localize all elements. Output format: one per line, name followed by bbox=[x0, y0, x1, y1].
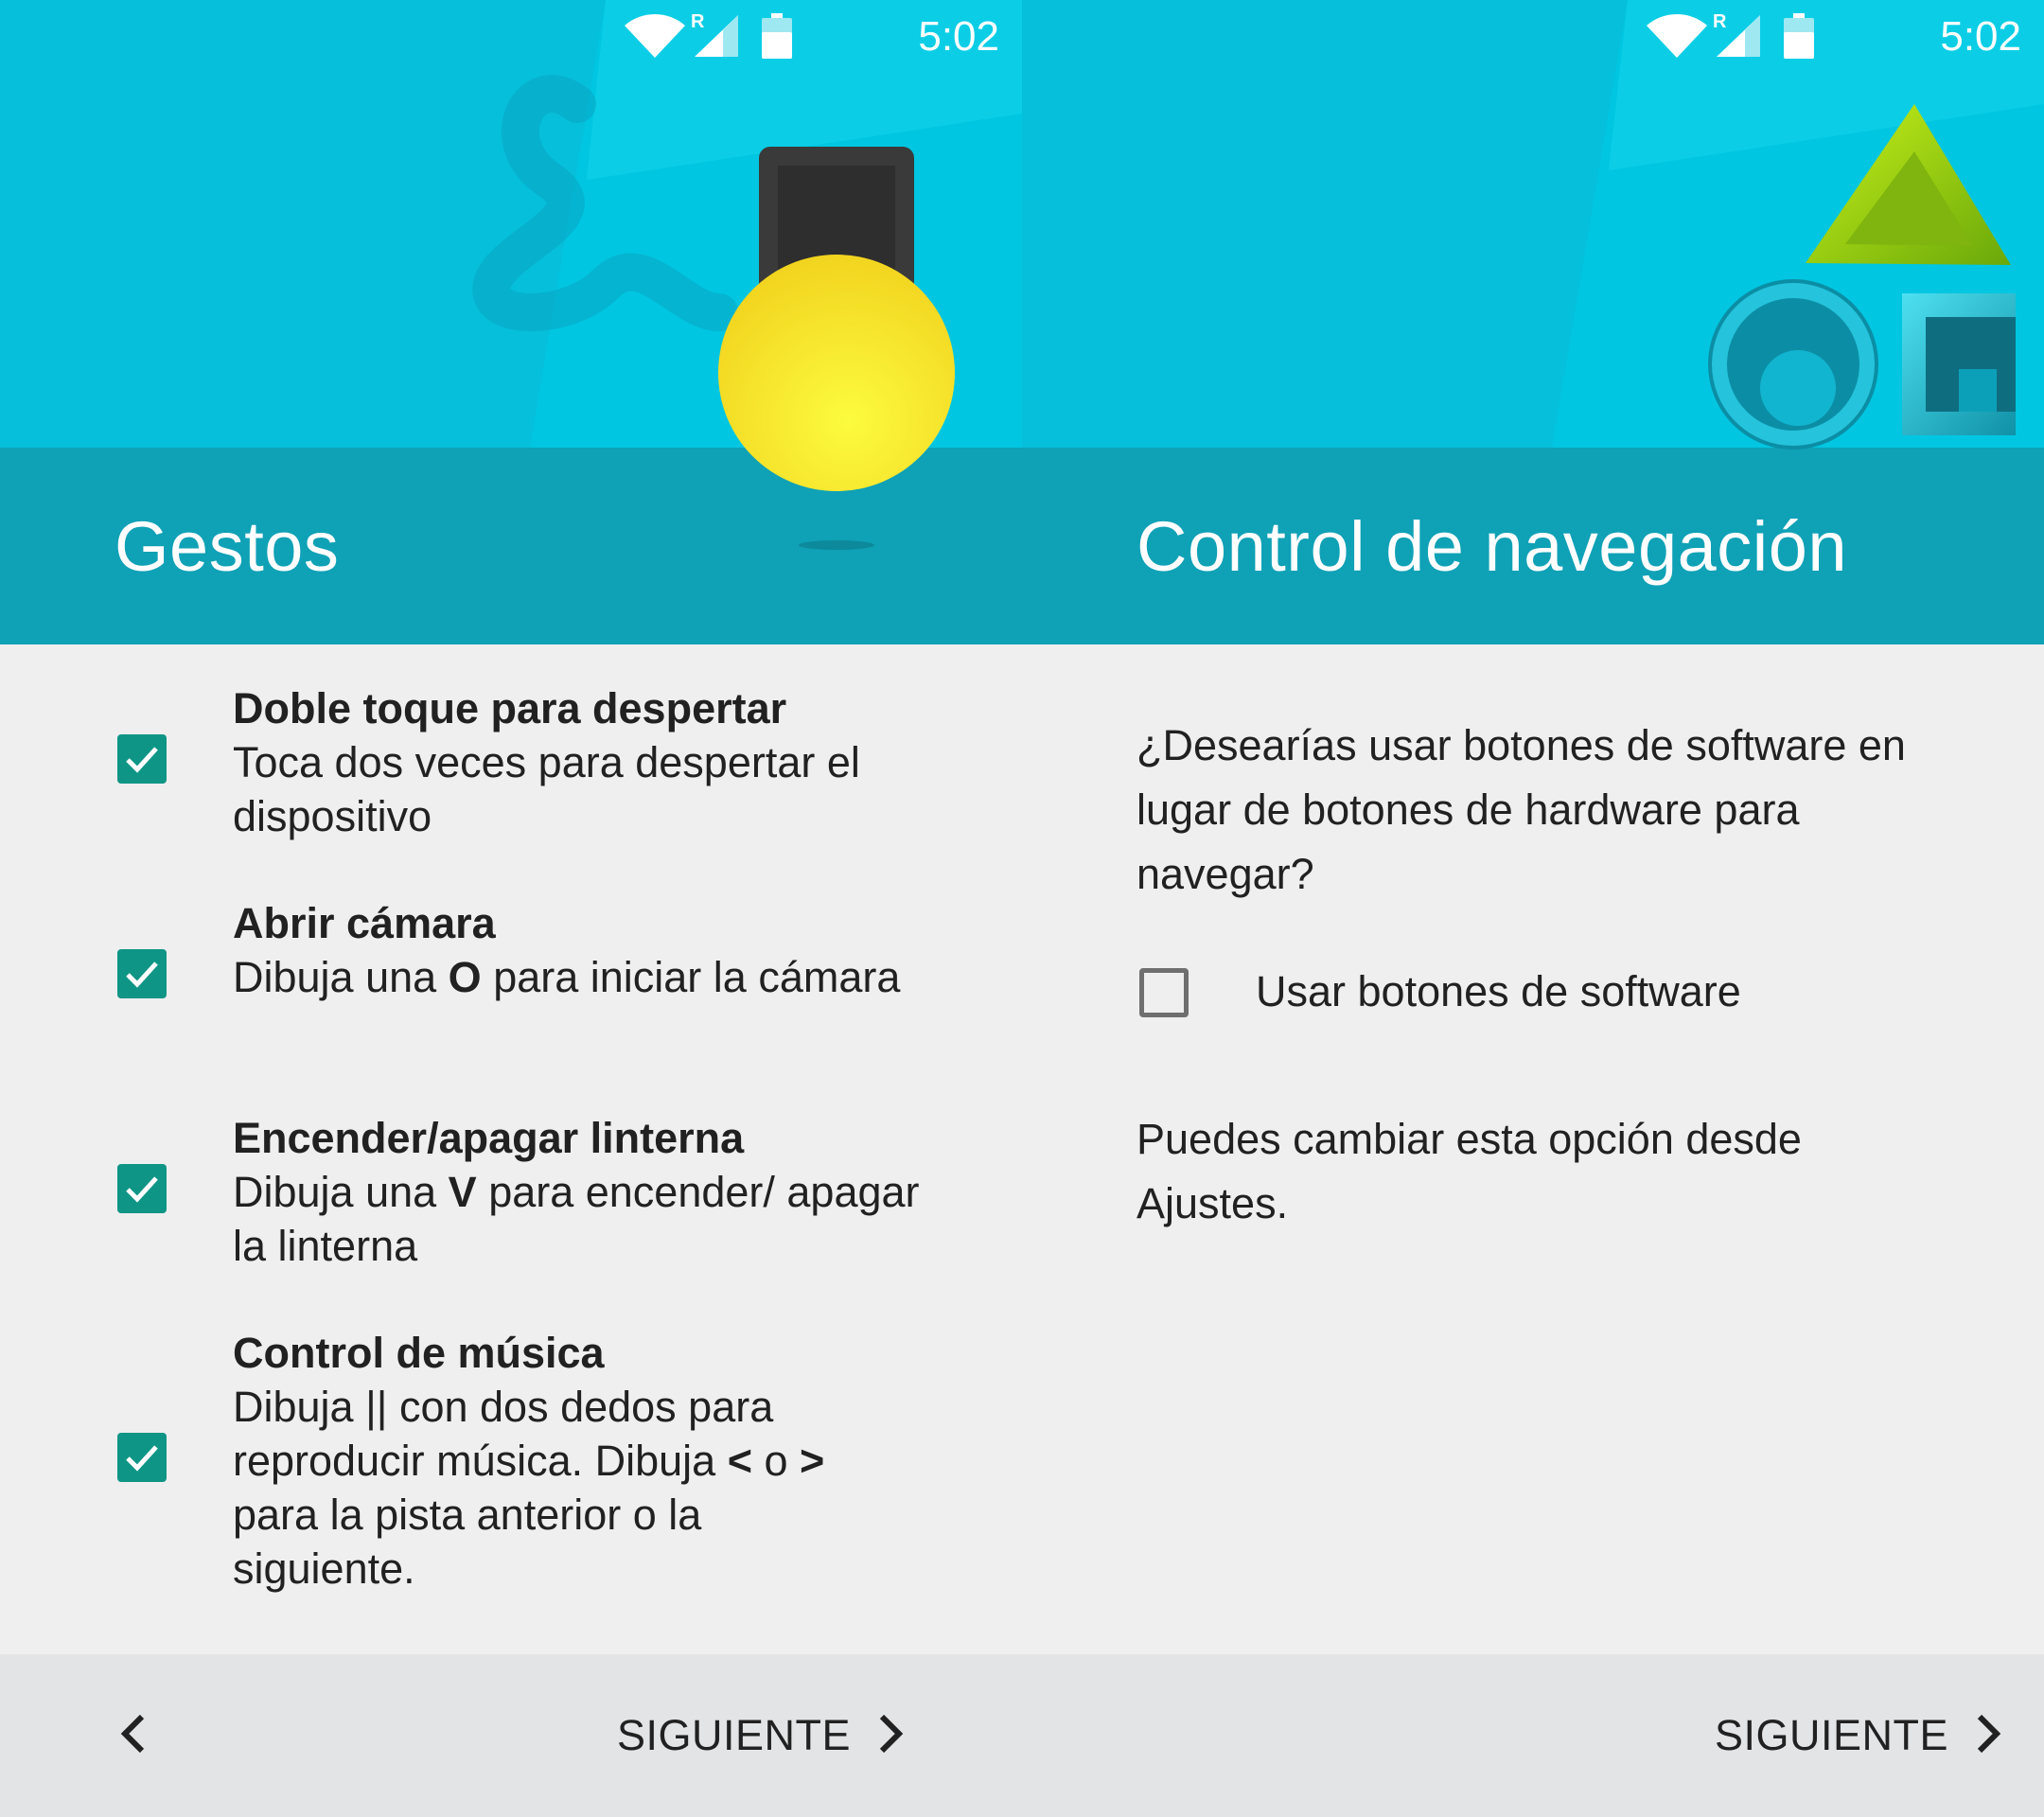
gesture-description: Dibuja una V para encender/ apagar la linterna bbox=[233, 1168, 920, 1270]
status-bar bbox=[625, 0, 1022, 74]
music-checkbox[interactable] bbox=[117, 1433, 167, 1482]
check-icon bbox=[123, 740, 161, 778]
cell-signal-icon bbox=[1717, 15, 1760, 57]
status-bar bbox=[1647, 0, 2044, 74]
check-icon bbox=[123, 955, 161, 993]
wifi-icon bbox=[1647, 14, 1707, 58]
software-buttons-checkbox[interactable] bbox=[1139, 968, 1189, 1017]
gesture-description: Dibuja una O para iniciar la cámara bbox=[233, 953, 901, 1001]
gesture-description: Toca dos veces para despertar el dispositivo bbox=[233, 738, 860, 840]
gesture-title: Control de música bbox=[233, 1329, 605, 1377]
status-time: 5:02 bbox=[1940, 13, 2021, 60]
status-time: 5:02 bbox=[918, 13, 999, 60]
roaming-indicator: R bbox=[1713, 11, 1727, 32]
gesture-title: Doble toque para despertar bbox=[233, 684, 787, 732]
check-icon bbox=[123, 1170, 161, 1208]
check-icon bbox=[123, 1438, 161, 1476]
chevron-left-icon[interactable] bbox=[119, 1713, 148, 1755]
next-button-label: SIGUIENTE bbox=[617, 1711, 852, 1759]
gesture-description: Dibuja || con dos dedos para reproducir música. Dibuja < o > para la pista anterior o la siguiente. bbox=[233, 1383, 825, 1593]
next-button-label: SIGUIENTE bbox=[1715, 1711, 1949, 1759]
next-button[interactable] bbox=[1703, 1654, 2016, 1817]
gesture-item-camera[interactable] bbox=[0, 885, 1022, 1074]
bottom-nav-bar bbox=[0, 1654, 1022, 1817]
navigation-question: ¿Desearías usar botones de software en lugar de botones de hardware para navegar? bbox=[1137, 721, 1906, 898]
yellow-circle-illustration bbox=[715, 252, 958, 494]
wifi-icon bbox=[625, 14, 685, 58]
gesture-title: Encender/apagar linterna bbox=[233, 1114, 745, 1162]
double-tap-checkbox[interactable] bbox=[117, 734, 167, 784]
chevron-right-icon bbox=[1974, 1713, 2002, 1755]
battery-icon bbox=[762, 13, 792, 59]
chevron-right-icon bbox=[876, 1713, 905, 1755]
shapes-illustration bbox=[1618, 95, 2016, 473]
page-title: Control de navegación bbox=[1137, 507, 1848, 586]
camera-checkbox[interactable] bbox=[117, 949, 167, 998]
roaming-indicator: R bbox=[691, 11, 705, 32]
next-button[interactable] bbox=[606, 1654, 918, 1817]
gesture-item-music[interactable] bbox=[0, 1314, 1022, 1593]
bottom-nav-bar bbox=[1022, 1654, 2044, 1817]
flashlight-checkbox[interactable] bbox=[117, 1164, 167, 1213]
gesture-item-double-tap[interactable] bbox=[0, 670, 1022, 859]
cell-signal-icon bbox=[695, 15, 738, 57]
software-buttons-label: Usar botones de software bbox=[1256, 967, 1741, 1015]
gesture-item-flashlight[interactable] bbox=[0, 1100, 1022, 1289]
navigation-control-screen bbox=[1022, 0, 2044, 1817]
battery-icon bbox=[1784, 13, 1814, 59]
settings-note: Puedes cambiar esta opción desde Ajustes. bbox=[1137, 1115, 1802, 1227]
software-buttons-option[interactable] bbox=[1022, 963, 2044, 1028]
gesture-title: Abrir cámara bbox=[233, 899, 496, 947]
page-title: Gestos bbox=[115, 507, 340, 586]
